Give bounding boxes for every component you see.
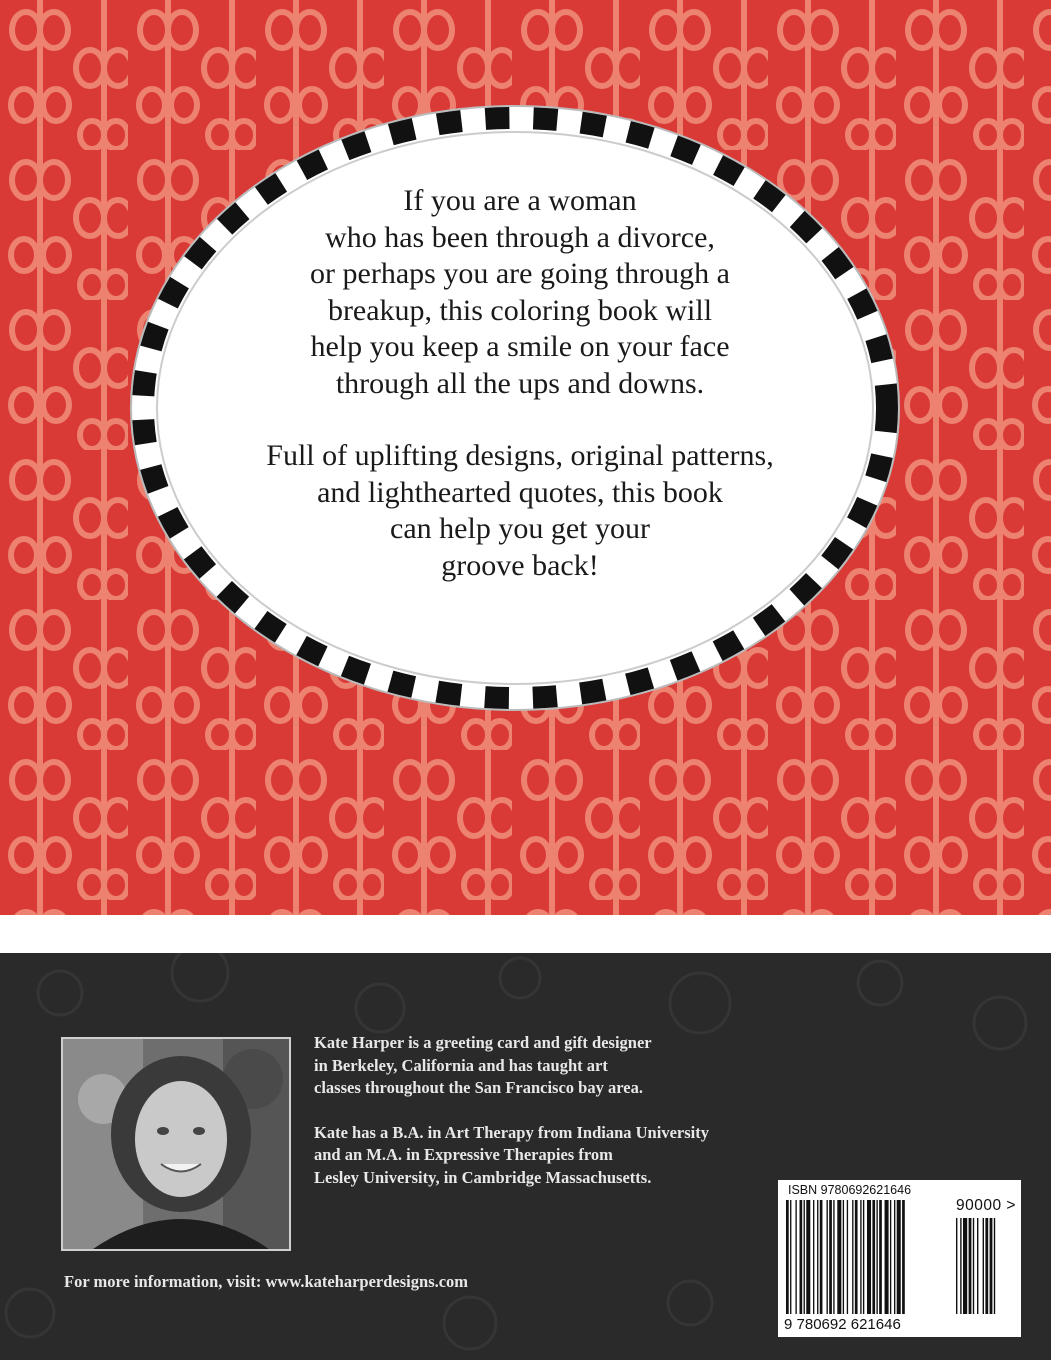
bio-line: Kate Harper is a greeting card and gift designer <box>314 1033 652 1052</box>
bio-paragraph-2 <box>314 1122 834 1190</box>
blurb-line: groove back! <box>441 548 599 582</box>
blurb-line: Full of uplifting designs, original patterns, <box>266 439 774 472</box>
author-portrait <box>63 1039 289 1249</box>
price-code: 90000 > <box>956 1197 1016 1214</box>
blurb-line: breakup, this coloring book will <box>327 293 713 327</box>
back-cover-blurb <box>200 183 840 620</box>
bio-line: in Berkeley, California and has taught art <box>314 1055 608 1075</box>
blurb-line: or perhaps you are going through a <box>310 257 730 290</box>
bio-line: Kate has a B.A. in Art Therapy from Indiana University <box>314 1122 709 1142</box>
author-panel <box>0 953 1051 1360</box>
bio-line: Lesley University, in Cambridge Massachusetts. <box>314 1167 652 1187</box>
blurb-line: and lighthearted quotes, this book <box>317 475 723 509</box>
isbn-label: ISBN 9780692621646 <box>788 1183 912 1197</box>
blurb-line: help you keep a smile on your face <box>310 330 730 363</box>
bio-line: and an M.A. in Expressive Therapies from <box>314 1145 613 1164</box>
blurb-line: can help you get your <box>390 512 650 545</box>
blurb-line: If you are a woman <box>403 184 637 217</box>
divider-band <box>0 915 1051 953</box>
isbn-barcode <box>778 1180 1021 1337</box>
bio-paragraph-1 <box>314 1032 834 1100</box>
website-line: For more information, visit: www.kateharperdesigns.com <box>64 1272 469 1291</box>
blurb-line: who has been through a divorce, <box>325 220 715 254</box>
blurb-paragraph-2 <box>200 438 840 584</box>
bio-line: classes throughout the San Francisco bay area. <box>314 1078 643 1097</box>
author-bio <box>314 1032 834 1211</box>
barcode-digits: 9 780692 621646 <box>784 1316 901 1333</box>
author-photo <box>61 1037 291 1251</box>
blurb-paragraph-1 <box>200 183 840 402</box>
blurb-line: through all the ups and downs. <box>335 366 705 400</box>
